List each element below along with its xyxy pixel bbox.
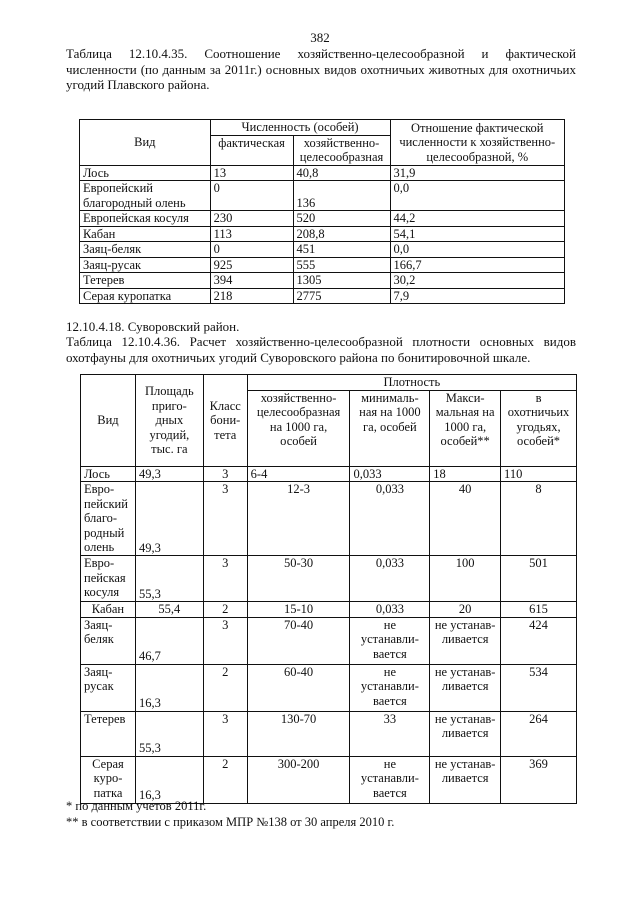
t1-cell-actual: 230 [210,211,293,227]
t1-cell-name: Серая куропатка [80,288,211,304]
t2-header-grade: Класс бони-тета [203,375,247,467]
t1-cell-target: 136 [293,181,390,211]
table-row [81,556,577,602]
table-row [80,226,565,242]
t2-cell-min: не устанавли-вается [350,756,430,803]
t2-cell-target: 15-10 [247,602,350,618]
t1-header-ratio: Отношение фактической численности к хозяйственно-целесообразной, % [390,120,565,166]
table-row [80,165,565,181]
table-row [80,257,565,273]
t2-cell-area: 49,3 [135,482,203,556]
t1-cell-actual: 925 [210,257,293,273]
t2-cell-name: Серая куро-патка [81,756,136,803]
t1-cell-ratio: 30,2 [390,273,565,289]
t2-cell-area: 55,3 [135,711,203,756]
t2-cell-name: Тетерев [81,711,136,756]
t2-header-kind: Вид [81,375,136,467]
t2-header-hunting: в охотничьих угодьях, особей* [501,390,577,466]
t2-cell-max: 100 [430,556,501,602]
footnote-2: ** в соответствии с приказом МПР №138 от 30 апреля 2010 г. [66,815,395,829]
t2-cell-target: 300-200 [247,756,350,803]
t2-cell-max: 40 [430,482,501,556]
t2-cell-area: 55,4 [135,602,203,618]
t2-cell-area: 55,3 [135,556,203,602]
t1-cell-target: 40,8 [293,165,390,181]
t2-cell-grade: 2 [203,756,247,803]
table-row [80,181,565,211]
t2-cell-min: 0,033 [350,556,430,602]
t1-cell-target: 451 [293,242,390,258]
t2-cell-grade: 3 [203,617,247,664]
t2-cell-grade: 2 [203,664,247,711]
t2-cell-max: не устанав-ливается [430,664,501,711]
t2-cell-min: не устанавли-вается [350,664,430,711]
t2-cell-target: 70-40 [247,617,350,664]
table-row [80,273,565,289]
t2-cell-name: Евро-пейский благо-родный олень [81,482,136,556]
table-row [81,617,577,664]
t1-cell-actual: 13 [210,165,293,181]
t2-cell-hunting: 424 [501,617,577,664]
t2-cell-target: 60-40 [247,664,350,711]
t1-cell-actual: 218 [210,288,293,304]
table-row [81,664,577,711]
t2-cell-grade: 3 [203,482,247,556]
footnote-1: * по данным учетов 2011г. [66,799,207,813]
table2-caption: Таблица 12.10.4.36. Расчет хозяйственно-целесообразной плотности основных видов охотфауны для охотничьих угодий Суворовского района по бонитировочной шкале. [66,334,576,365]
t2-cell-min: не устанавли-вается [350,617,430,664]
t2-cell-target: 50-30 [247,556,350,602]
t2-cell-min: 33 [350,711,430,756]
t2-cell-area: 49,3 [135,466,203,482]
t2-cell-name: Заяц-русак [81,664,136,711]
t1-cell-actual: 394 [210,273,293,289]
t1-header-target: хозяйственно-целесообразная [293,135,390,165]
t2-cell-area: 46,7 [135,617,203,664]
table2 [80,374,577,804]
t1-header-actual: фактическая [210,135,293,165]
t2-cell-hunting: 110 [501,466,577,482]
table1 [79,119,565,304]
t2-cell-max: 20 [430,602,501,618]
t2-cell-hunting: 534 [501,664,577,711]
t2-cell-area: 16,3 [135,664,203,711]
t1-cell-ratio: 44,2 [390,211,565,227]
t2-cell-name: Кабан [81,602,136,618]
t1-header-kind: Вид [80,120,211,166]
t2-cell-min: 0,033 [350,466,430,482]
t1-cell-ratio: 54,1 [390,226,565,242]
t2-header-max: Макси-мальная на 1000 га, особей** [430,390,501,466]
t1-cell-actual: 0 [210,181,293,211]
t1-cell-name: Заяц-беляк [80,242,211,258]
t2-cell-hunting: 264 [501,711,577,756]
t2-header-min: минималь-ная на 1000 га, особей [350,390,430,466]
t2-cell-hunting: 369 [501,756,577,803]
t1-cell-name: Тетерев [80,273,211,289]
t1-cell-name: Европейская косуля [80,211,211,227]
t2-header-target: хозяйственно-целесообразная на 1000 га, особей [247,390,350,466]
t1-cell-name: Европейский благородный олень [80,181,211,211]
t1-cell-target: 208,8 [293,226,390,242]
t2-cell-max: 18 [430,466,501,482]
t2-cell-grade: 3 [203,556,247,602]
t2-cell-target: 6-4 [247,466,350,482]
table-row [81,711,577,756]
table-row [80,242,565,258]
t1-cell-name: Кабан [80,226,211,242]
t1-cell-actual: 113 [210,226,293,242]
table-row [80,211,565,227]
t2-cell-name: Евро-пейская косуля [81,556,136,602]
t2-cell-max: не устанав-ливается [430,756,501,803]
t2-cell-min: 0,033 [350,602,430,618]
t2-cell-hunting: 8 [501,482,577,556]
t1-cell-ratio: 0,0 [390,242,565,258]
t2-cell-target: 130-70 [247,711,350,756]
t2-cell-hunting: 615 [501,602,577,618]
t1-cell-target: 555 [293,257,390,273]
t1-cell-target: 1305 [293,273,390,289]
t2-cell-hunting: 501 [501,556,577,602]
t2-cell-min: 0,033 [350,482,430,556]
section-title: 12.10.4.18. Суворовский район. [66,319,240,334]
t1-header-count-group: Численность (особей) [210,120,390,136]
table-row [81,756,577,803]
t1-cell-target: 520 [293,211,390,227]
table-row [81,482,577,556]
table1-caption: Таблица 12.10.4.35. Соотношение хозяйственно-целесообразной и фактической численности (по данным за 2011г.) основных видов охотничьих животных для охотничьих угодий Плавского района. [66,46,576,92]
t2-cell-max: не устанав-ливается [430,617,501,664]
t2-cell-grade: 2 [203,602,247,618]
table-row [80,288,565,304]
t1-cell-ratio: 7,9 [390,288,565,304]
t2-header-density-group: Плотность [247,375,576,391]
t2-cell-area: 16,3 [135,756,203,803]
t1-cell-actual: 0 [210,242,293,258]
t1-cell-ratio: 166,7 [390,257,565,273]
t2-cell-grade: 3 [203,711,247,756]
t2-cell-target: 12-3 [247,482,350,556]
t2-cell-grade: 3 [203,466,247,482]
table-row [81,466,577,482]
table-row [81,602,577,618]
page-number: 382 [310,30,330,45]
t1-cell-name: Лось [80,165,211,181]
t1-cell-target: 2775 [293,288,390,304]
t2-cell-name: Лось [81,466,136,482]
t2-cell-name: Заяц-беляк [81,617,136,664]
t2-cell-max: не устанав-ливается [430,711,501,756]
t2-header-area: Площадь приго-дных угодий, тыс. га [135,375,203,467]
t1-cell-ratio: 31,9 [390,165,565,181]
t1-cell-name: Заяц-русак [80,257,211,273]
t1-cell-ratio: 0,0 [390,181,565,211]
